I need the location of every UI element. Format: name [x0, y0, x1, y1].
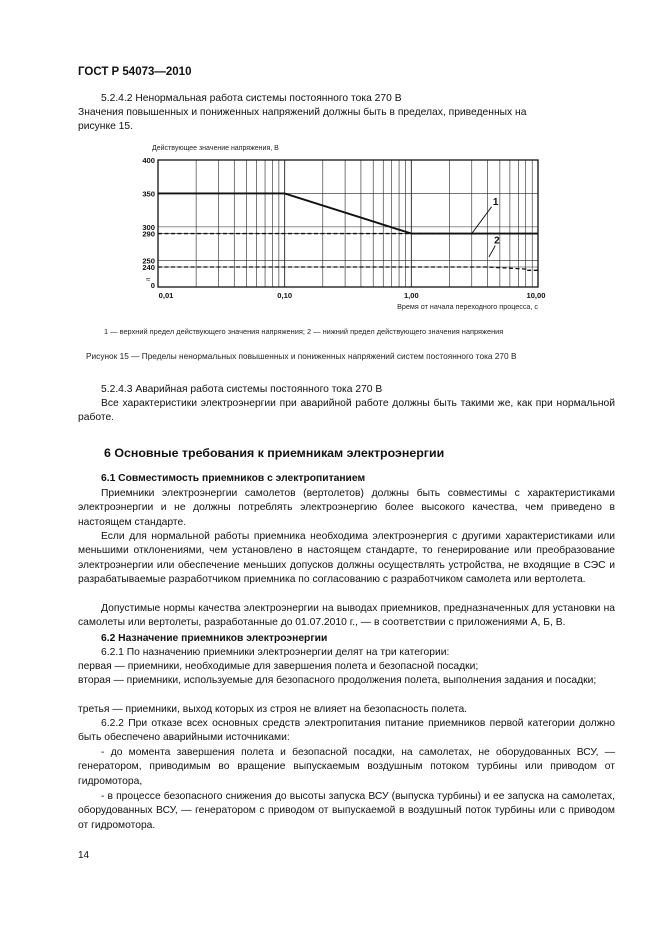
bullet-1: - до момента завершения полета и безопасной посадки, на самолетах, не оборудованных ВСУ, — генератором, приводимым во вращение выпускаемым воздушным потоком турбины или приводом от гидромотора,	[78, 747, 615, 787]
chart-title: Действующее значение напряжения, В	[152, 145, 279, 152]
series-line-3	[158, 267, 538, 270]
plot-frame	[158, 160, 538, 287]
y-tick-label: 300	[142, 222, 155, 232]
annotation-label-2: 2	[494, 235, 500, 247]
section-5-2-4-2-heading: 5.2.4.2 Ненормальная работа системы постоянного тока 270 В	[101, 93, 402, 104]
annotation-leader-2	[489, 246, 495, 257]
annotation-label-1: 1	[492, 196, 499, 208]
section-5-2-4-2-text-line1: Значения повышенных и пониженных напряжений должны быть в пределах, приведенных на	[78, 107, 527, 118]
section-6-2-title: 6.2 Назначение приемников электроэнергии	[101, 633, 328, 644]
document-header: ГОСТ Р 54073—2010	[78, 66, 192, 78]
y-tick-label: 400	[142, 156, 155, 165]
section-6-title: 6 Основные требования к приемникам электроэнергии	[104, 446, 445, 460]
y-tick-label: 350	[142, 189, 155, 199]
voltage-limits-chart	[130, 138, 570, 318]
bullet-2: - в процессе безопасного снижения до высоты запуска ВСУ (выпуска турбины) и ее запуска на самолетах, оборудованных ВСУ, — генератором с приводом от выпускаемой в воздушный поток турбины или с приводом от гидромотора.	[78, 791, 615, 831]
series-line-1	[158, 193, 538, 233]
section-6-2-2: 6.2.2 При отказе всех основных средств электропитания питание приемников первой категории должно быть обеспечено аварийными источниками:	[78, 718, 615, 744]
section-5-2-4-2-text-line2: рисунке 15.	[78, 121, 133, 132]
x-tick-label: 0,01	[158, 291, 174, 300]
figure-caption: Рисунок 15 — Пределы ненормальных повышенных и пониженных напряжений систем постоянного тока 270 В	[86, 351, 517, 361]
category-second: вторая — приемники, используемые для безопасного продолжения полета, выполнения задания и посадки;	[78, 675, 597, 686]
category-third: третья — приемники, выход которых из строя не влияет на безопасность полета.	[78, 704, 468, 715]
x-tick-label: 10,00	[526, 291, 546, 300]
section-6-1-paragraph-3: Допустимые нормы качества электроэнергии на выводах приемников, предназначенных для установки на самолеты или вертолеты, разработанные до 01.07.2010 г., — в соответствии с приложениями А, Б, В.	[78, 603, 615, 629]
y-tick-label: 0	[150, 281, 155, 290]
section-5-2-4-3-heading: 5.2.4.3 Аварийная работа системы постоянного тока 270 В	[101, 384, 383, 395]
section-6-2-1: 6.2.1 По назначению приемники электроэнергии делят на три категории:	[101, 647, 450, 658]
figure-legend: 1 — верхний предел действующего значения напряжения; 2 — нижний предел действующего значения напряжения	[104, 327, 504, 336]
annotation-leader-1	[472, 207, 492, 234]
x-axis-label: Время от начала переходного процесса, с	[397, 302, 538, 311]
x-tick-label: 0,10	[277, 291, 293, 300]
x-tick-label: 1,00	[403, 291, 419, 300]
y-tick-label: 290	[142, 229, 155, 239]
category-first: первая — приемники, необходимые для завершения полета и безопасной посадки;	[78, 661, 479, 672]
section-6-1-title: 6.1 Совместимость приемников с электропитанием	[101, 473, 366, 484]
section-6-1-paragraph-1: Приемники электроэнергии самолетов (вертолетов) должны быть совместимы с характеристиками электроэнергии и не должны потреблять электроэнергию более высокого качества, чем приведено в настоящем стандарте.	[78, 488, 615, 528]
page-number: 14	[78, 850, 90, 861]
y-tick-label: 240	[142, 263, 155, 272]
section-6-1-paragraph-2: Если для нормальной работы приемника необходима электроэнергия с другими характеристиками или меньшими отклонениями, чем установлено в настоящем стандарте, то генерирование или преобразование электроэнергии или обеспечение меньших допусков должны осуществлять устройства, не входящие в СЭС и разрабатываемые разработчиком приемника по согласованию с разработчиком самолета или вертолета.	[78, 531, 615, 586]
section-5-2-4-3-text: Все характеристики электроэнергии при аварийной работе должны быть такими же, как при нормальной работе.	[78, 398, 615, 424]
y-axis-break-mark: ≈	[146, 275, 151, 284]
y-tick-label: 250	[142, 256, 155, 266]
